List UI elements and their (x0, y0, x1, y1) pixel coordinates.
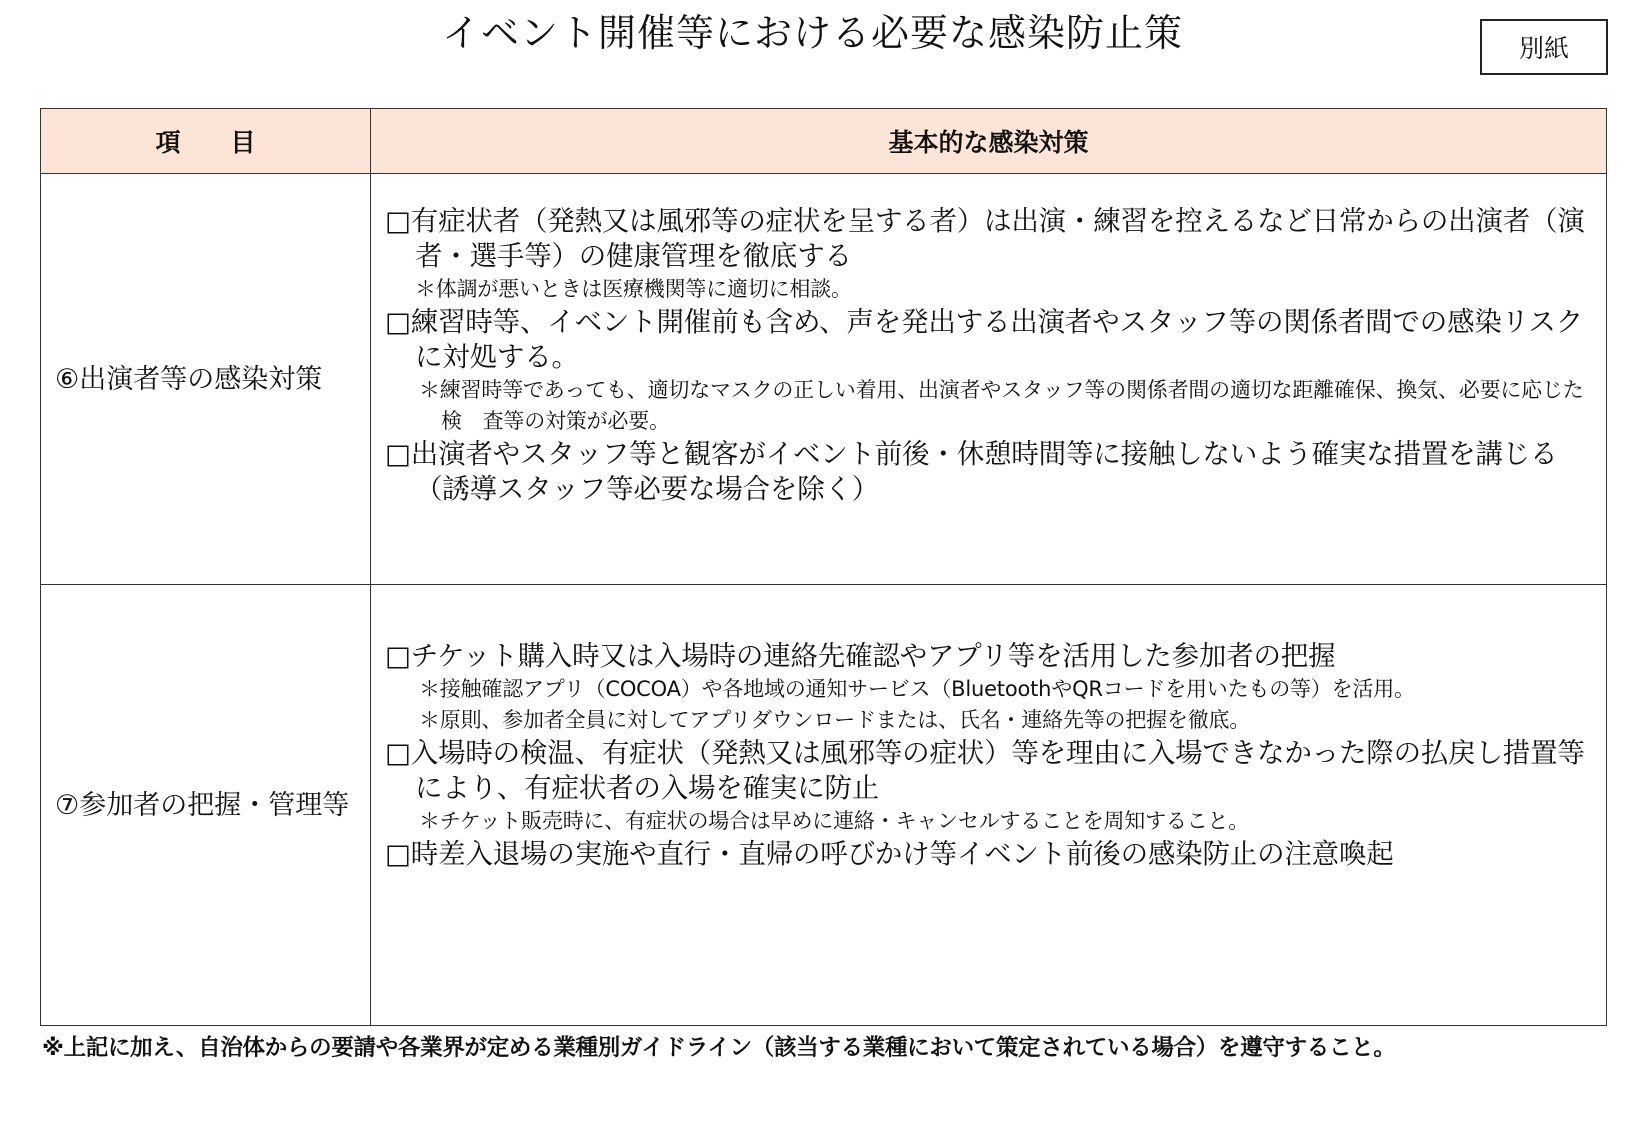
item-cell (41, 174, 371, 585)
item-label: ⑥出演者等の感染対策 (55, 363, 323, 395)
item-label: ⑦参加者の把握・管理等 (55, 789, 350, 821)
measures-cell (371, 585, 1607, 1026)
measures-table (40, 108, 1607, 1026)
measure-point: □出演者やスタッフ等と観客がイベント前後・休憩時間等に接触しないよう確実な措置を講じる（誘導スタッフ等必要な場合を除く） (385, 438, 1558, 505)
table-row (41, 585, 1607, 1026)
footer-note: ※上記に加え、自治体からの要請や各業界が定める業種別ガイドライン（該当する業種において策定されている場合）を遵守すること。 (42, 1035, 1396, 1061)
measure-point: □練習時等、イベント開催前も含め、声を発出する出演者やスタッフ等の関係者間での感染リスクに対処する。 (385, 306, 1584, 373)
column-header-measures: 基本的な感染対策 (371, 109, 1607, 174)
item-cell (41, 585, 371, 1026)
measure-point: □時差入退場の実施や直行・直帰の呼びかけ等イベント前後の感染防止の注意喚起 (385, 838, 1394, 870)
measure-note: ＊原則、参加者全員に対してアプリダウンロードまたは、氏名・連絡先等の把握を徹底。 (419, 708, 1251, 732)
table-header-row (41, 109, 1607, 174)
measure-point: □入場時の検温、有症状（発熱又は風邪等の症状）等を理由に入場できなかった際の払戻し措置等により、有症状者の入場を確実に防止 (385, 737, 1585, 804)
measures-cell (371, 174, 1607, 585)
measure-note: ＊チケット販売時に、有症状の場合は早めに連絡・キャンセルすることを周知すること。 (419, 809, 1250, 833)
page-title: イベント開催等における必要な感染防止策 (441, 11, 1183, 55)
table-row (41, 174, 1607, 585)
measure-note: ＊接触確認アプリ（COCOA）や各地域の通知サービス（BluetoothやQRコードを用いたもの等）を活用。 (419, 677, 1415, 701)
column-header-item: 項 目 (41, 109, 371, 174)
attachment-badge: 別紙 (1480, 19, 1608, 75)
measure-note: ＊練習時等であっても、適切なマスクの正しい着用、出演者やスタッフ等の関係者間の適切な距離確保、換気、必要に応じた検 査等の対策が必要。 (419, 378, 1584, 433)
measure-note: ＊体調が悪いときは医療機関等に適切に相談。 (415, 277, 852, 301)
measure-point: □有症状者（発熱又は風邪等の症状を呈する者）は出演・練習を控えるなど日常からの出演者（演者・選手等）の健康管理を徹底する (385, 205, 1585, 272)
measure-point: □チケット購入時又は入場時の連絡先確認やアプリ等を活用した参加者の把握 (385, 640, 1336, 672)
